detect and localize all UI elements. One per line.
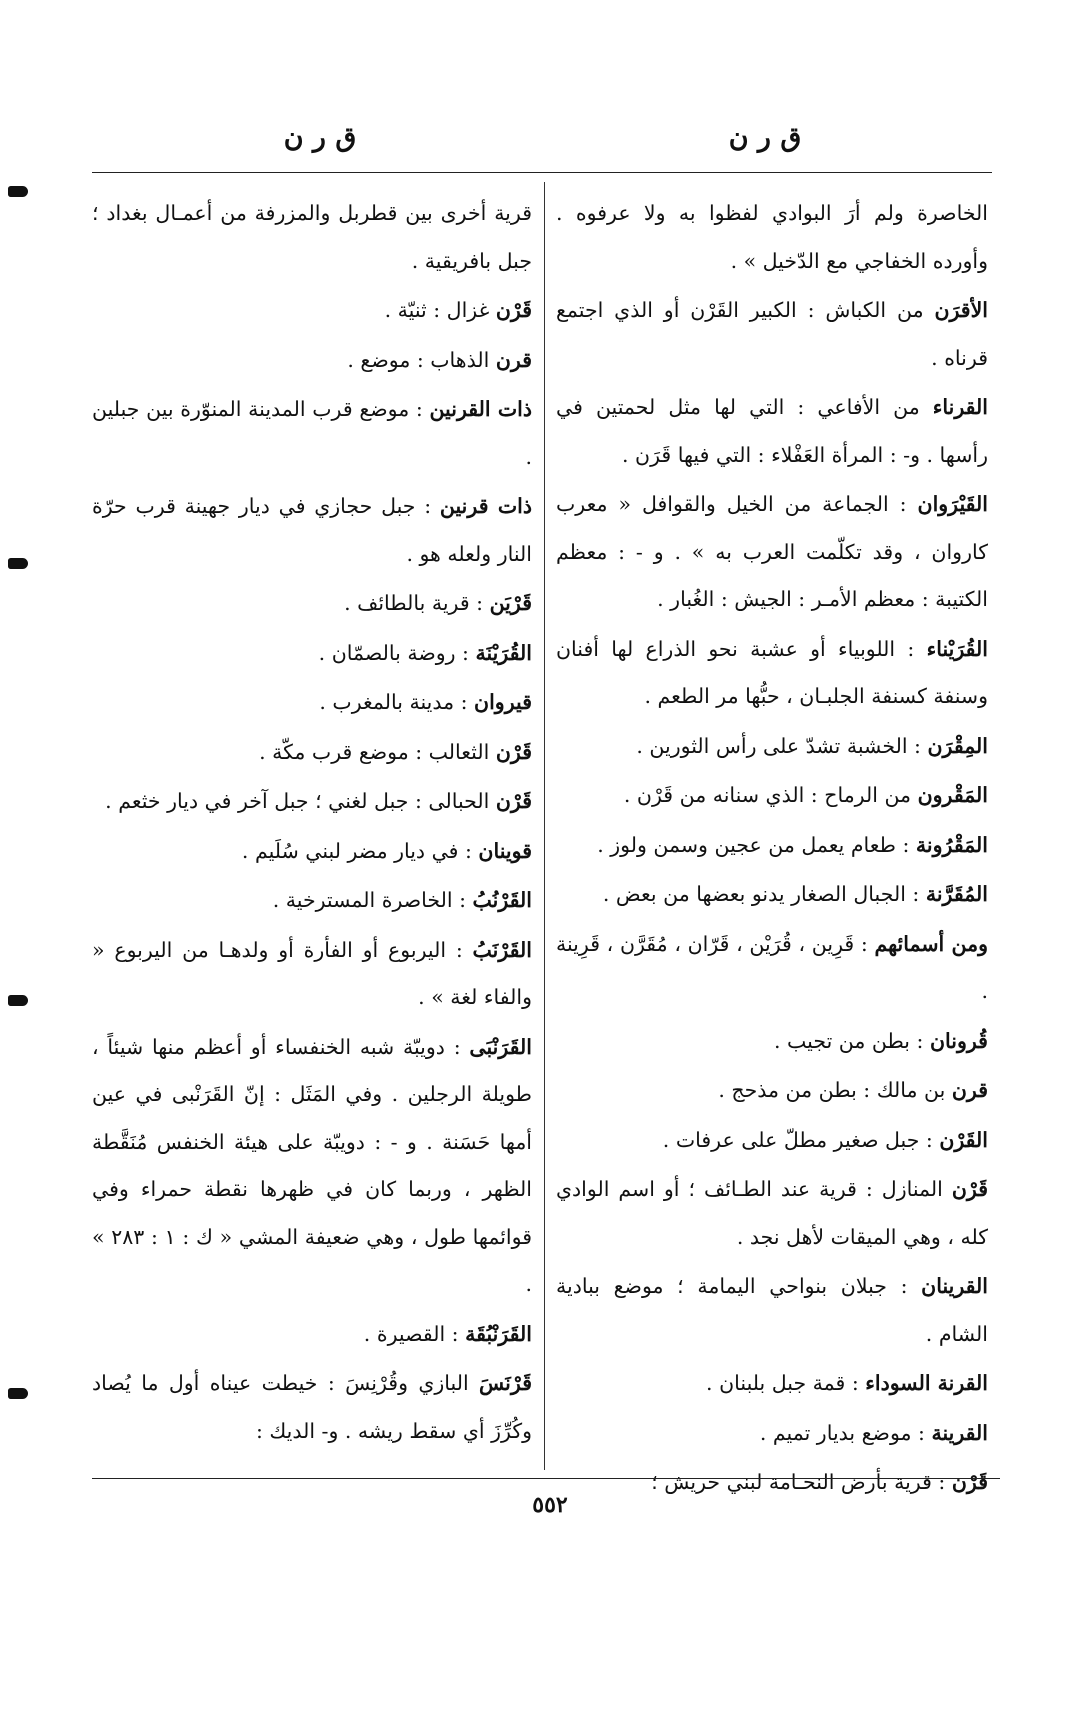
entry-definition: : موضع بديار تميم . [759, 1420, 932, 1445]
entry-headword: قرن [951, 1078, 988, 1102]
top-rule [92, 172, 992, 173]
entry-headword: المِقْرَن [927, 733, 988, 758]
entry-definition: من الكباش : الكبير القَرْن أو الذي اجتمع قرناه . [556, 298, 988, 370]
dictionary-entry [92, 483, 532, 578]
entry-definition: : القصيرة . [363, 1321, 466, 1346]
dictionary-entry [556, 921, 988, 1016]
dictionary-entry [92, 386, 532, 481]
dictionary-entry [92, 679, 532, 727]
right-column-heading: ق ر ن [728, 122, 802, 153]
margin-mark [8, 186, 28, 197]
dictionary-entry [556, 1459, 988, 1507]
dictionary-entry [556, 1067, 988, 1115]
entry-headword: قوينان [478, 838, 532, 863]
dictionary-entry [556, 772, 988, 820]
entry-headword: القَرَنْبُقَة [465, 1321, 532, 1346]
entry-headword: القُرَيْناء [926, 636, 988, 661]
entry-headword: قَرْنَسَ [479, 1371, 532, 1395]
entry-headword: القَرَنْبَى [469, 1034, 532, 1059]
dictionary-entry [92, 1360, 532, 1455]
dictionary-entry [556, 1117, 988, 1165]
entry-headword: قَرْن [495, 298, 532, 322]
dictionary-entry [92, 927, 532, 1022]
dictionary-entry [92, 729, 532, 777]
entry-definition: الحبالى : جبل لغني ؛ جبل آخر في ديار خثعم . [105, 789, 496, 813]
dictionary-entry [556, 1360, 988, 1408]
entry-definition: غزال : ثنيّة . [384, 298, 496, 322]
entry-definition: : موضع قرب المدينة المنوّرة بين جبلين . [92, 397, 532, 469]
dictionary-entry [92, 877, 532, 925]
entry-headword: القَرْنَبُ [472, 937, 532, 962]
entry-headword: القرنة السوداء [865, 1371, 988, 1395]
margin-mark [8, 995, 28, 1006]
dictionary-entry [92, 630, 532, 678]
entry-headword: الأقرَن [934, 298, 988, 322]
dictionary-entry [556, 384, 988, 479]
entry-definition: : بطن من تجيب . [773, 1028, 930, 1053]
entry-headword: قَرْن [951, 1177, 988, 1201]
right-column [556, 190, 988, 1509]
entry-definition: : الخشبة تشدّ على رأس الثورين . [636, 733, 928, 758]
entry-headword: قُرونان [929, 1028, 988, 1053]
entry-headword: قَرْن [951, 1470, 988, 1494]
dictionary-entry [556, 822, 988, 870]
entry-definition: من الرماح : الذي سنانه من قَرْن . [623, 783, 918, 807]
dictionary-entry [92, 828, 532, 876]
entry-headword: ذات القرنين [429, 397, 532, 421]
dictionary-entry [556, 871, 988, 919]
entry-definition: : قَرِين ، قُرَيْن ، قَرّان ، مُقَرَّن ، قَرِينة . [556, 931, 988, 1003]
entry-headword: القرينة [931, 1420, 988, 1445]
entry-definition: : اليربوع أو الفأرة أو ولدهـا من اليربوع « والفاء لغة » . [92, 937, 532, 1009]
entry-definition: الخاصرة ولم أرَ البوادي لفظوا به ولا عرفوه . وأورده الخفاجي مع الدّخيل » . [556, 201, 988, 273]
dictionary-entry [556, 626, 988, 721]
entry-definition: قرية أخرى بين قطربل والمزرفة من أعمـال بغداد ؛ جبل بافريقية . [92, 201, 532, 273]
dictionary-entry [92, 337, 532, 385]
entry-headword: القَرْنُبُ [472, 888, 532, 912]
entry-headword: المَقْرُونة [915, 832, 988, 857]
dictionary-entry [556, 1166, 988, 1261]
entry-headword: القرناء [932, 395, 988, 419]
entry-definition: بن مالك : بطن من مذحج . [718, 1078, 952, 1102]
left-column-heading: ق ر ن [283, 122, 357, 153]
entry-definition: : جبلان بنواحي اليمامة ؛ موضع ببادية الشام . [556, 1274, 988, 1346]
entry-definition: : الجماعة من الخيل والقوافل « معرب كاروان ، وقد تكلّمت العرب به » . و - : معظم الكتيبة : معظم الأمـر : الجيش : الغُبار . [556, 492, 988, 611]
entry-definition: : الجبال الصغار يدنو بعضها من بعض . [602, 882, 926, 906]
dictionary-entry [556, 287, 988, 382]
entry-definition: : في ديار مضر لبني سُلَيم . [241, 838, 479, 863]
entry-headword: ذات قرنين [439, 494, 532, 518]
entry-definition: الثعالب : موضع قرب مكّة . [259, 739, 496, 764]
dictionary-entry [556, 723, 988, 771]
dictionary-entry [92, 287, 532, 335]
entry-definition: : جبل حجازي في ديار جهينة قرب حرّة النار ولعله هو . [92, 494, 532, 566]
entry-headword: قَرْيَن [489, 591, 532, 615]
entry-headword: القَيْرَوان [917, 492, 988, 516]
entry-definition: المنازل : قرية عند الطـائف ؛ أو اسم الوادي كله ، وهي الميقات لأهل نجد . [556, 1177, 988, 1249]
dictionary-entry [92, 190, 532, 285]
entry-definition: من الأفاعي : التي لها مثل لحمتين في رأسها . و- : المرأة العَفْلاء : التي فيها قَرَن . [556, 395, 988, 467]
page-number: ٥٥٢ [532, 1492, 568, 1518]
dictionary-entry [92, 778, 532, 826]
dictionary-entry [556, 1263, 988, 1358]
entry-headword: القُرَيْنَة [475, 640, 532, 665]
entry-definition: : دويبّة شبه الخنفساء أو أعظم منها شيئاً ، طويلة الرجلين . وفي المَثَل : إنّ القَرَنْبى في عين أمها حَسَنة . و - : دويبّة على هيئة الخنفس مُنَقَّطة الظهر ، وربما كان في ظهرها نقطة حمراء وفي قوائمها طول ، وهي ضعيفة المشي « ك : ١ : ٢٨٣ » . [92, 1034, 532, 1296]
entry-definition: : روضة بالصمّان . [318, 640, 476, 665]
entry-definition: : اللوبياء أو عشبة نحو الذراع لها أفنان وسنفة كسنفة الجلبـان ، حبُّها مر الطعم . [556, 636, 988, 708]
entry-headword: القرينان [921, 1274, 988, 1298]
entry-definition: : مدينة بالمغرب . [319, 690, 475, 714]
entry-headword: المُقَرَّنة [925, 882, 988, 906]
entry-headword: قَرْن [495, 739, 532, 764]
entry-definition: البازي وقُرْنِسَ : خيطت عيناه أول ما يُصاد وكُرِّزَ أي سقط ريشه . و- الديك : [92, 1371, 532, 1443]
entry-definition: الذهاب : موضع . [347, 347, 496, 372]
bottom-rule [92, 1478, 1000, 1479]
entry-definition: : قرية بأرض النحـامة لبني حريش ؛ [651, 1470, 952, 1494]
entry-headword: قرن [495, 347, 532, 372]
entry-definition: : قمة جبل بلبنان . [706, 1371, 866, 1395]
margin-mark [8, 558, 28, 569]
entry-definition: : الخاصرة المسترخية . [272, 888, 473, 912]
entry-definition: : جبل صغير مطلّ على عرفات . [662, 1127, 940, 1152]
dictionary-entry [556, 1018, 988, 1066]
left-column [92, 190, 532, 1457]
entry-headword: ومن أسمائهم [874, 931, 989, 956]
entry-headword: قيروان [474, 690, 532, 714]
dictionary-entry [556, 1410, 988, 1458]
dictionary-entry [92, 580, 532, 628]
dictionary-entry [556, 481, 988, 624]
dictionary-entry [92, 1311, 532, 1359]
entry-definition: : طعام يعمل من عجين وسمن ولوز . [597, 832, 916, 857]
entry-headword: القَرْن [939, 1127, 988, 1152]
entry-headword: المَقْرون [917, 783, 988, 807]
dictionary-entry [92, 1024, 532, 1309]
column-divider [544, 182, 545, 1470]
entry-definition: : قرية بالطائف . [344, 591, 490, 615]
dictionary-entry [556, 190, 988, 285]
entry-headword: قَرْن [495, 789, 532, 813]
margin-mark [8, 1388, 28, 1399]
